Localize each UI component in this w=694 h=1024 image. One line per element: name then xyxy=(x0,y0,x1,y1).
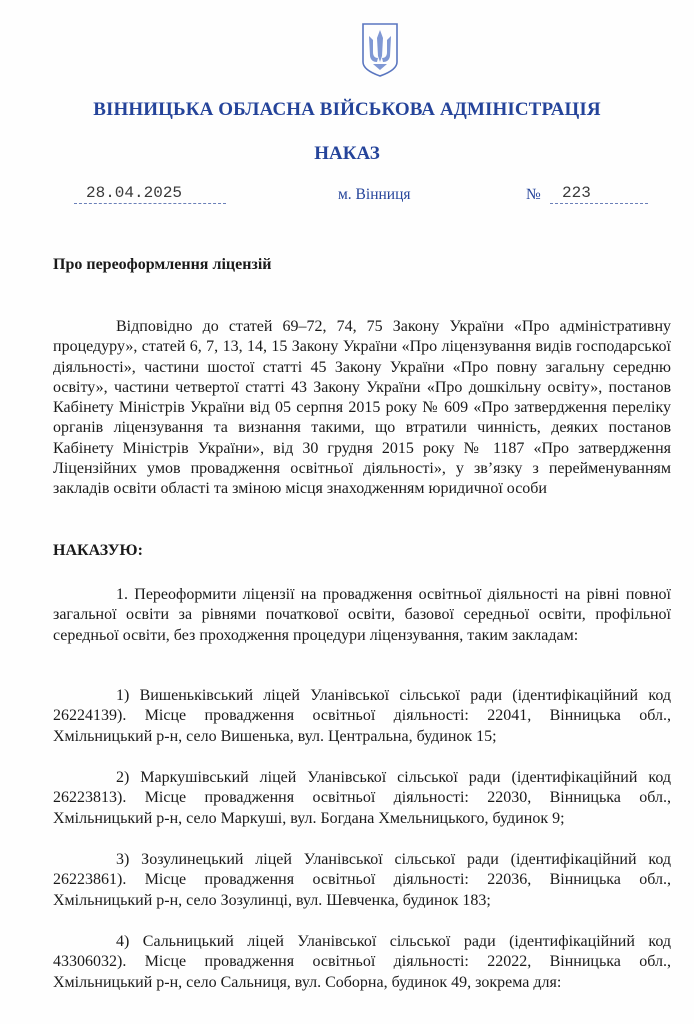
list-item-1: 1) Вишеньківський ліцей Уланівської сільської ради (ідентифікаційний код 26224139). Місце провадження освітньої діяльності: 22041, Вінницька обл., Хмільницький р-н, село Вишенька, вул. Центральна, будинок 15; xyxy=(53,687,671,745)
organization-name: ВІННИЦЬКА ОБЛАСНА ВІЙСЬКОВА АДМІНІСТРАЦІЯ xyxy=(93,99,601,120)
document-number: 223 xyxy=(550,183,648,204)
list-item-3: 3) Зозулинецький ліцей Уланівської сільської ради (ідентифікаційний код 26223861). Місце провадження освітньої діяльності: 22036, Вінницька обл., Хмільницький р-н, село Зозулинці, вул. Шевченка, будинок 183; xyxy=(53,851,671,909)
order-heading: НАКАЗУЮ: xyxy=(53,542,143,559)
list-item-2: 2) Маркушівський ліцей Уланівської сільської ради (ідентифікаційний код 26223813). Місце провадження освітньої діяльності: 22030, Вінницька обл., Хмільницький р-н, село Маркуші, вул. Богдана Хмельницького, будинок 9; xyxy=(53,769,671,827)
document-city: м. Вінниця xyxy=(338,186,411,203)
clause-1: 1. Переоформити ліцензії на провадження освітньої діяльності на рівні повної загальної освіти за рівнями початкової освіти, базової середньої освіти, профільної середньої освіти, без проходження процедури ліцензування, таким закладам: xyxy=(53,586,671,644)
trident-icon xyxy=(361,22,399,78)
preamble-paragraph: Відповідно до статей 69–72, 74, 75 Закону України «Про адміністративну процедуру», статей 6, 7, 13, 14, 15 Закону України «Про ліцензування видів господарської діяльності», частини шостої статті 45 Закону України «Про повну загальну середню освіту», частини четвертої статті 43 Закону України «Про дошкільну освіту», постанов Кабінету Міністрів України від 05 серпня 2015 року № 609 «Про затвердження переліку органів ліцензування та визнання такими, що втратили чинність, деяких постанов Кабінету Міністрів України», від 30 грудня 2015 року № 1187 «Про затвердження Ліцензійних умов провадження освітньої діяльності», у зв’язку з перейменуванням закладів освіти області та зміною місця знаходженням юридичної особи xyxy=(53,318,671,498)
document-type: НАКАЗ xyxy=(314,143,380,164)
number-sign: № xyxy=(526,186,541,203)
document-date: 28.04.2025 xyxy=(74,183,226,204)
list-item-4: 4) Сальницький ліцей Уланівської сільської ради (ідентифікаційний код 43306032). Місце провадження освітньої діяльності: 22022, Вінницька обл., Хмільницький р-н, село Сальниця, вул. Соборна, будинок 49, зокрема для: xyxy=(53,933,671,991)
document-subject: Про переоформлення ліцензій xyxy=(53,256,272,273)
